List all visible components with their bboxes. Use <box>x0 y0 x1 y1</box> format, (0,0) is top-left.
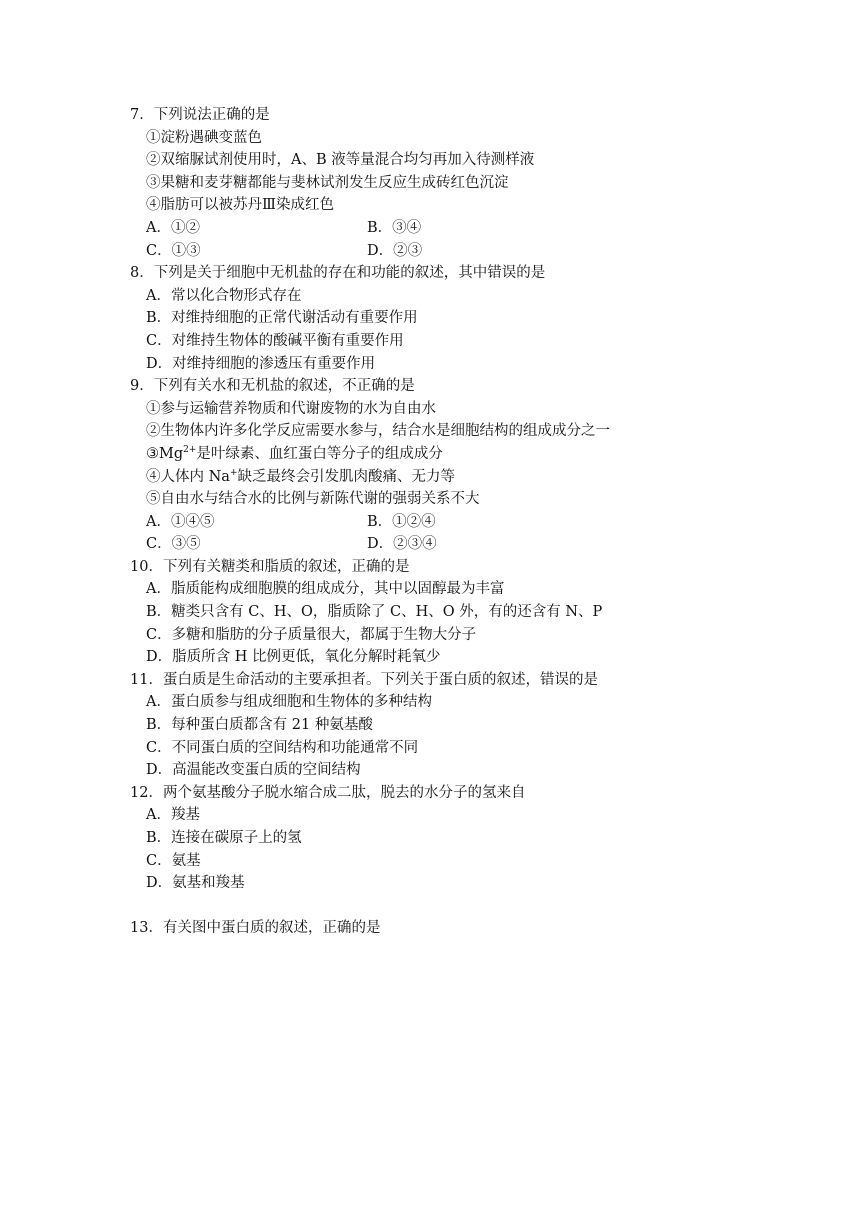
question-8-option-c: C．对维持生物体的酸碱平衡有重要作用 <box>146 332 404 349</box>
question-7-stem: 7．下列说法正确的是 <box>130 107 270 123</box>
question-9-option-a: A．①④⑤ <box>146 513 215 530</box>
question-10-option-b: B．糖类只含有 C、H、O，脂质除了 C、H、O 外，有的还含有 N、P <box>146 604 603 621</box>
question-8-option-b: B．对维持细胞的正常代谢活动有重要作用 <box>146 310 418 327</box>
question-9-item-4-rest: 缺乏最终会引发肌肉酸痛、无力等 <box>237 468 455 485</box>
question-11 <box>130 669 730 782</box>
question-12-stem: 12．两个氨基酸分子脱水缩合成二肽，脱去的水分子的氢来自 <box>130 784 526 801</box>
question-7-options-row-2 <box>130 240 730 263</box>
question-7-item-1: ①淀粉遇碘变蓝色 <box>146 129 262 146</box>
question-9-item-3-prefix: ③Mg <box>146 445 184 462</box>
question-11-option-b: B．每种蛋白质都含有 21 种氨基酸 <box>146 717 373 734</box>
question-10 <box>130 556 730 669</box>
question-9-options-row-1 <box>130 511 730 534</box>
question-9-option-b: B．①②④ <box>367 513 436 530</box>
question-7-option-d: D．②③ <box>367 242 423 259</box>
question-9-item-3 <box>130 443 730 466</box>
question-9-options-row-2 <box>130 533 730 556</box>
question-12-option-d: D．氨基和羧基 <box>146 875 245 892</box>
question-9-item-5: ⑤自由水与结合水的比例与新陈代谢的强弱关系不大 <box>146 491 480 508</box>
question-12-option-b: B．连接在碳原子上的氢 <box>146 830 302 846</box>
question-10-option-a: A．脂质能构成细胞膜的组成成分，其中以固醇最为丰富 <box>146 581 505 598</box>
question-12-option-c: C．氨基 <box>146 852 201 869</box>
question-11-option-c: C．不同蛋白质的空间结构和功能通常不同 <box>146 739 419 756</box>
question-7-option-c: C．①③ <box>146 242 201 259</box>
question-7-options-row-1 <box>130 217 730 240</box>
question-8-option-d: D．对维持细胞的渗透压有重要作用 <box>146 355 376 372</box>
question-10-option-c: C．多糖和脂肪的分子质量很大，都属于生物大分子 <box>146 626 477 643</box>
question-7-item-3: ③果糖和麦芽糖都能与斐林试剂发生反应生成砖红色沉淀 <box>146 174 509 191</box>
question-13 <box>130 917 730 940</box>
question-10-option-d: D．脂质所含 H 比例更低，氧化分解时耗氧少 <box>146 649 441 666</box>
question-9-item-3-superscript: 2+ <box>183 444 197 455</box>
question-11-option-a: A．蛋白质参与组成细胞和生物体的多种结构 <box>146 694 432 711</box>
question-7-option-a: A．①② <box>146 219 200 236</box>
question-10-stem: 10．下列有关糖类和脂质的叙述，正确的是 <box>130 558 410 575</box>
question-9-item-4-prefix: ④人体内 Na <box>146 468 230 485</box>
question-13-stem: 13．有关图中蛋白质的叙述，正确的是 <box>130 920 381 937</box>
blank-line <box>130 895 730 918</box>
question-list <box>130 104 730 940</box>
question-9 <box>130 375 730 556</box>
question-12-option-a: A．羧基 <box>146 807 200 824</box>
question-9-item-3-rest: 是叶绿素、血红蛋白等分子的组成成分 <box>196 445 443 462</box>
question-9-item-2: ②生物体内许多化学反应需要水参与，结合水是细胞结构的组成成分之一 <box>146 423 610 440</box>
question-7 <box>130 104 730 262</box>
question-9-option-d: D．②③④ <box>367 536 437 553</box>
question-8-option-a: A．常以化合物形式存在 <box>146 287 302 304</box>
question-9-item-4-superscript: + <box>229 467 238 478</box>
question-11-stem: 11．蛋白质是生命活动的主要承担者。下列关于蛋白质的叙述，错误的是 <box>130 671 598 688</box>
question-8 <box>130 262 730 375</box>
question-9-item-1: ①参与运输营养物质和代谢废物的水为自由水 <box>146 400 436 417</box>
question-12 <box>130 782 730 895</box>
question-11-option-d: D．高温能改变蛋白质的空间结构 <box>146 762 361 779</box>
question-9-stem: 9．下列有关水和无机盐的叙述，不正确的是 <box>130 378 415 395</box>
question-7-option-b: B．③④ <box>367 219 422 236</box>
question-8-stem: 8．下列是关于细胞中无机盐的存在和功能的叙述，其中错误的是 <box>130 265 546 282</box>
question-7-item-4: ④脂肪可以被苏丹Ⅲ染成红色 <box>146 197 334 214</box>
question-7-item-2: ②双缩脲试剂使用时，A、B 液等量混合均匀再加入待测样液 <box>146 152 535 169</box>
question-9-option-c: C．③⑤ <box>146 536 201 553</box>
question-9-item-4 <box>130 466 730 489</box>
